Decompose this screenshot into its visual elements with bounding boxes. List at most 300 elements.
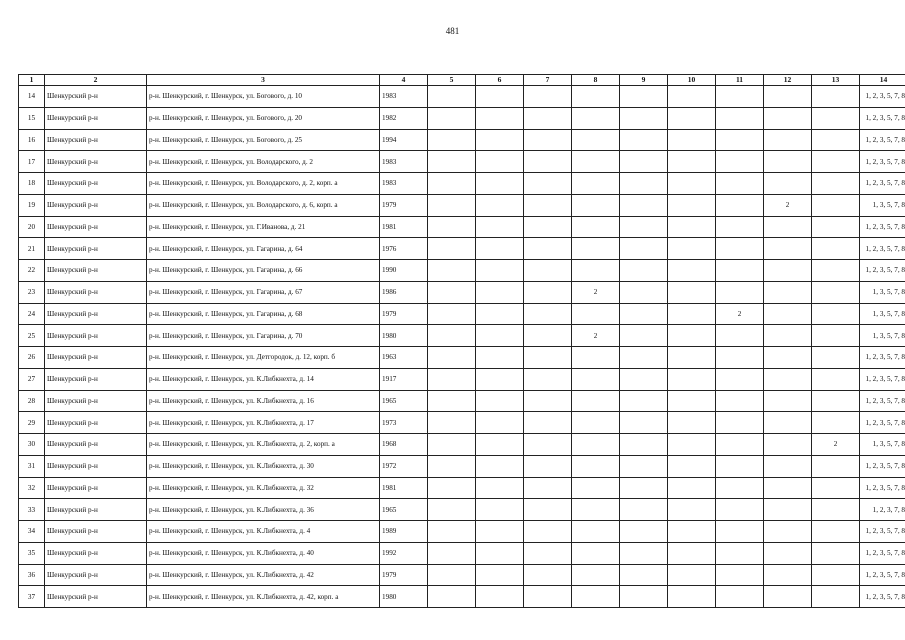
row-number-cell: 35 [19,542,45,564]
address-cell: р-н. Шенкурский, г. Шенкурск, ул. К.Либкнехта, д. 40 [147,542,380,564]
year-cell: 1992 [380,542,428,564]
value-cell-col-11 [716,412,764,434]
value-cell-col-11: 2 [716,303,764,325]
value-cell-col-11 [716,477,764,499]
value-cell-col-8 [572,586,620,608]
value-cell-col-6 [476,477,524,499]
value-cell-col-8 [572,499,620,521]
row-number-cell: 26 [19,347,45,369]
value-cell-col-8 [572,173,620,195]
value-cell-col-10 [668,542,716,564]
table-body [19,86,905,608]
value-cell-col-11 [716,390,764,412]
value-cell-col-9 [620,564,668,586]
value-cell-col-5 [428,303,476,325]
value-cell-col-12 [764,325,812,347]
value-cell-col-13 [812,455,860,477]
district-cell: Шенкурский р-н [45,303,147,325]
measures-cell: 1, 2, 3, 5, 7, 8 [860,107,905,129]
row-number-cell: 23 [19,281,45,303]
value-cell-col-12 [764,347,812,369]
value-cell-col-10 [668,412,716,434]
value-cell-col-12 [764,390,812,412]
value-cell-col-7 [524,303,572,325]
table-row [19,173,905,195]
value-cell-col-5 [428,107,476,129]
value-cell-col-7 [524,260,572,282]
value-cell-col-13: 2 [812,434,860,456]
value-cell-col-6 [476,303,524,325]
column-header-5: 5 [428,75,476,86]
value-cell-col-8 [572,347,620,369]
value-cell-col-6 [476,325,524,347]
value-cell-col-7 [524,586,572,608]
year-cell: 1983 [380,86,428,108]
address-cell: р-н. Шенкурский, г. Шенкурск, ул. К.Либкнехта, д. 36 [147,499,380,521]
address-cell: р-н. Шенкурский, г. Шенкурск, ул. К.Либкнехта, д. 42, корп. а [147,586,380,608]
value-cell-col-9 [620,129,668,151]
value-cell-col-6 [476,86,524,108]
column-header-2: 2 [45,75,147,86]
value-cell-col-11 [716,194,764,216]
value-cell-col-6 [476,390,524,412]
value-cell-col-9 [620,151,668,173]
measures-cell: 1, 2, 3, 5, 7, 8 [860,455,905,477]
value-cell-col-10 [668,173,716,195]
measures-cell: 1, 3, 5, 7, 8 [860,303,905,325]
value-cell-col-13 [812,499,860,521]
measures-cell: 1, 2, 3, 5, 7, 8 [860,216,905,238]
value-cell-col-9 [620,434,668,456]
year-cell: 1981 [380,477,428,499]
year-cell: 1979 [380,194,428,216]
value-cell-col-10 [668,260,716,282]
value-cell-col-6 [476,107,524,129]
column-header-3: 3 [147,75,380,86]
value-cell-col-8 [572,303,620,325]
address-cell: р-н. Шенкурский, г. Шенкурск, ул. Богового, д. 25 [147,129,380,151]
value-cell-col-12 [764,434,812,456]
value-cell-col-12 [764,86,812,108]
value-cell-col-12 [764,129,812,151]
value-cell-col-6 [476,347,524,369]
district-cell: Шенкурский р-н [45,412,147,434]
value-cell-col-5 [428,499,476,521]
row-number-cell: 31 [19,455,45,477]
row-number-cell: 25 [19,325,45,347]
value-cell-col-13 [812,586,860,608]
value-cell-col-5 [428,347,476,369]
value-cell-col-7 [524,194,572,216]
row-number-cell: 18 [19,173,45,195]
table-row [19,260,905,282]
row-number-cell: 29 [19,412,45,434]
value-cell-col-11 [716,521,764,543]
row-number-cell: 24 [19,303,45,325]
district-cell: Шенкурский р-н [45,216,147,238]
year-cell: 1979 [380,303,428,325]
value-cell-col-8 [572,151,620,173]
value-cell-col-10 [668,216,716,238]
district-cell: Шенкурский р-н [45,194,147,216]
value-cell-col-7 [524,107,572,129]
row-number-cell: 17 [19,151,45,173]
value-cell-col-12 [764,281,812,303]
value-cell-col-10 [668,586,716,608]
value-cell-col-13 [812,325,860,347]
measures-cell: 1, 2, 3, 5, 7, 8 [860,238,905,260]
value-cell-col-11 [716,173,764,195]
value-cell-col-8 [572,194,620,216]
column-header-14: 14 [860,75,905,86]
value-cell-col-10 [668,521,716,543]
value-cell-col-9 [620,216,668,238]
value-cell-col-9 [620,368,668,390]
value-cell-col-13 [812,368,860,390]
value-cell-col-5 [428,586,476,608]
value-cell-col-8 [572,412,620,434]
value-cell-col-10 [668,129,716,151]
row-number-cell: 32 [19,477,45,499]
district-cell: Шенкурский р-н [45,151,147,173]
value-cell-col-7 [524,564,572,586]
value-cell-col-6 [476,194,524,216]
district-cell: Шенкурский р-н [45,325,147,347]
value-cell-col-10 [668,238,716,260]
district-cell: Шенкурский р-н [45,499,147,521]
measures-cell: 1, 2, 3, 5, 7, 8 [860,129,905,151]
value-cell-col-7 [524,325,572,347]
value-cell-col-9 [620,390,668,412]
value-cell-col-10 [668,455,716,477]
value-cell-col-13 [812,412,860,434]
address-cell: р-н. Шенкурский, г. Шенкурск, ул. Володарского, д. 6, корп. а [147,194,380,216]
value-cell-col-8 [572,477,620,499]
measures-cell: 1, 2, 3, 5, 7, 8 [860,86,905,108]
measures-cell: 1, 2, 3, 5, 7, 8 [860,521,905,543]
row-number-cell: 21 [19,238,45,260]
address-cell: р-н. Шенкурский, г. Шенкурск, ул. Володарского, д. 2 [147,151,380,173]
table-row [19,412,905,434]
value-cell-col-8 [572,390,620,412]
value-cell-col-12 [764,216,812,238]
value-cell-col-7 [524,151,572,173]
value-cell-col-13 [812,173,860,195]
year-cell: 1963 [380,347,428,369]
value-cell-col-12 [764,260,812,282]
address-cell: р-н. Шенкурский, г. Шенкурск, ул. Гагарина, д. 64 [147,238,380,260]
district-cell: Шенкурский р-н [45,173,147,195]
address-cell: р-н. Шенкурский, г. Шенкурск, ул. Гагарина, д. 66 [147,260,380,282]
value-cell-col-5 [428,477,476,499]
district-cell: Шенкурский р-н [45,521,147,543]
value-cell-col-12 [764,107,812,129]
address-cell: р-н. Шенкурский, г. Шенкурск, ул. Гагарина, д. 68 [147,303,380,325]
value-cell-col-6 [476,586,524,608]
address-cell: р-н. Шенкурский, г. Шенкурск, ул. К.Либкнехта, д. 4 [147,521,380,543]
row-number-cell: 30 [19,434,45,456]
value-cell-col-13 [812,281,860,303]
column-header-12: 12 [764,75,812,86]
value-cell-col-11 [716,347,764,369]
value-cell-col-9 [620,521,668,543]
value-cell-col-13 [812,477,860,499]
value-cell-col-6 [476,368,524,390]
measures-cell: 1, 2, 3, 5, 7, 8 [860,368,905,390]
value-cell-col-13 [812,260,860,282]
row-number-cell: 27 [19,368,45,390]
address-cell: р-н. Шенкурский, г. Шенкурск, ул. Детгородок, д. 12, корп. б [147,347,380,369]
column-header-13: 13 [812,75,860,86]
measures-cell: 1, 3, 5, 7, 8 [860,194,905,216]
value-cell-col-8 [572,434,620,456]
value-cell-col-11 [716,216,764,238]
value-cell-col-5 [428,434,476,456]
value-cell-col-9 [620,477,668,499]
value-cell-col-12 [764,368,812,390]
value-cell-col-12 [764,521,812,543]
year-cell: 1986 [380,281,428,303]
district-cell: Шенкурский р-н [45,238,147,260]
value-cell-col-7 [524,521,572,543]
value-cell-col-12 [764,564,812,586]
value-cell-col-5 [428,412,476,434]
table-row [19,390,905,412]
value-cell-col-9 [620,325,668,347]
year-cell: 1983 [380,151,428,173]
table-row [19,455,905,477]
measures-cell: 1, 2, 3, 7, 8 [860,499,905,521]
value-cell-col-10 [668,303,716,325]
value-cell-col-12 [764,455,812,477]
value-cell-col-5 [428,455,476,477]
value-cell-col-7 [524,347,572,369]
value-cell-col-13 [812,238,860,260]
row-number-cell: 33 [19,499,45,521]
table-row [19,216,905,238]
value-cell-col-8 [572,564,620,586]
district-cell: Шенкурский р-н [45,542,147,564]
value-cell-col-6 [476,564,524,586]
year-cell: 1982 [380,107,428,129]
address-cell: р-н. Шенкурский, г. Шенкурск, ул. Володарского, д. 2, корп. а [147,173,380,195]
value-cell-col-7 [524,455,572,477]
row-number-cell: 14 [19,86,45,108]
value-cell-col-5 [428,86,476,108]
value-cell-col-7 [524,238,572,260]
value-cell-col-5 [428,325,476,347]
year-cell: 1976 [380,238,428,260]
table-row [19,564,905,586]
value-cell-col-7 [524,477,572,499]
table-row [19,477,905,499]
table-row [19,129,905,151]
table-row [19,499,905,521]
value-cell-col-5 [428,173,476,195]
column-header-6: 6 [476,75,524,86]
value-cell-col-11 [716,129,764,151]
year-cell: 1965 [380,390,428,412]
value-cell-col-12 [764,542,812,564]
value-cell-col-5 [428,368,476,390]
value-cell-col-8 [572,129,620,151]
value-cell-col-13 [812,542,860,564]
value-cell-col-10 [668,347,716,369]
table-row [19,542,905,564]
table-row [19,238,905,260]
value-cell-col-7 [524,368,572,390]
value-cell-col-11 [716,325,764,347]
value-cell-col-8 [572,216,620,238]
value-cell-col-6 [476,281,524,303]
row-number-cell: 22 [19,260,45,282]
value-cell-col-9 [620,586,668,608]
value-cell-col-10 [668,564,716,586]
value-cell-col-5 [428,390,476,412]
value-cell-col-9 [620,238,668,260]
value-cell-col-11 [716,281,764,303]
value-cell-col-13 [812,521,860,543]
value-cell-col-11 [716,499,764,521]
column-header-9: 9 [620,75,668,86]
value-cell-col-8 [572,455,620,477]
district-cell: Шенкурский р-н [45,564,147,586]
district-cell: Шенкурский р-н [45,390,147,412]
table-row [19,281,905,303]
value-cell-col-11 [716,586,764,608]
measures-cell: 1, 2, 3, 5, 7, 8 [860,542,905,564]
year-cell: 1917 [380,368,428,390]
district-cell: Шенкурский р-н [45,281,147,303]
value-cell-col-9 [620,107,668,129]
year-cell: 1981 [380,216,428,238]
value-cell-col-8 [572,368,620,390]
district-cell: Шенкурский р-н [45,477,147,499]
value-cell-col-5 [428,260,476,282]
address-cell: р-н. Шенкурский, г. Шенкурск, ул. Богового, д. 10 [147,86,380,108]
value-cell-col-13 [812,129,860,151]
address-cell: р-н. Шенкурский, г. Шенкурск, ул. К.Либкнехта, д. 32 [147,477,380,499]
table-row [19,303,905,325]
value-cell-col-11 [716,260,764,282]
table-row [19,194,905,216]
value-cell-col-13 [812,107,860,129]
value-cell-col-10 [668,325,716,347]
value-cell-col-13 [812,151,860,173]
value-cell-col-6 [476,216,524,238]
value-cell-col-7 [524,281,572,303]
value-cell-col-13 [812,347,860,369]
table-row [19,586,905,608]
value-cell-col-12 [764,238,812,260]
column-header-10: 10 [668,75,716,86]
value-cell-col-7 [524,129,572,151]
district-cell: Шенкурский р-н [45,260,147,282]
measures-cell: 1, 2, 3, 5, 7, 8 [860,151,905,173]
measures-cell: 1, 2, 3, 5, 7, 8 [860,347,905,369]
page-number: 481 [445,26,460,36]
district-cell: Шенкурский р-н [45,434,147,456]
address-cell: р-н. Шенкурский, г. Шенкурск, ул. Г.Иванова, д. 21 [147,216,380,238]
address-cell: р-н. Шенкурский, г. Шенкурск, ул. К.Либкнехта, д. 14 [147,368,380,390]
address-cell: р-н. Шенкурский, г. Шенкурск, ул. К.Либкнехта, д. 42 [147,564,380,586]
value-cell-col-6 [476,412,524,434]
value-cell-col-12 [764,477,812,499]
table-row [19,434,905,456]
value-cell-col-10 [668,194,716,216]
value-cell-col-8: 2 [572,325,620,347]
measures-cell: 1, 2, 3, 5, 7, 8 [860,173,905,195]
district-cell: Шенкурский р-н [45,586,147,608]
column-header-8: 8 [572,75,620,86]
value-cell-col-10 [668,86,716,108]
measures-cell: 1, 2, 3, 5, 7, 8 [860,390,905,412]
column-header-11: 11 [716,75,764,86]
table-row [19,521,905,543]
value-cell-col-12 [764,586,812,608]
measures-cell: 1, 3, 5, 7, 8 [860,434,905,456]
value-cell-col-9 [620,542,668,564]
value-cell-col-7 [524,86,572,108]
measures-cell: 1, 2, 3, 5, 7, 8 [860,477,905,499]
address-cell: р-н. Шенкурский, г. Шенкурск, ул. К.Либкнехта, д. 2, корп. а [147,434,380,456]
value-cell-col-13 [812,216,860,238]
value-cell-col-10 [668,390,716,412]
value-cell-col-11 [716,434,764,456]
value-cell-col-5 [428,521,476,543]
value-cell-col-6 [476,238,524,260]
value-cell-col-7 [524,412,572,434]
value-cell-col-9 [620,194,668,216]
value-cell-col-8 [572,521,620,543]
value-cell-col-11 [716,86,764,108]
district-cell: Шенкурский р-н [45,347,147,369]
year-cell: 1979 [380,564,428,586]
district-cell: Шенкурский р-н [45,129,147,151]
value-cell-col-10 [668,434,716,456]
value-cell-col-9 [620,173,668,195]
table-row [19,325,905,347]
value-cell-col-10 [668,499,716,521]
column-header-4: 4 [380,75,428,86]
year-cell: 1980 [380,325,428,347]
value-cell-col-10 [668,151,716,173]
value-cell-col-13 [812,564,860,586]
value-cell-col-5 [428,151,476,173]
address-cell: р-н. Шенкурский, г. Шенкурск, ул. К.Либкнехта, д. 16 [147,390,380,412]
value-cell-col-13 [812,390,860,412]
value-cell-col-11 [716,564,764,586]
value-cell-col-10 [668,281,716,303]
value-cell-col-11 [716,455,764,477]
address-cell: р-н. Шенкурский, г. Шенкурск, ул. Гагарина, д. 70 [147,325,380,347]
year-cell: 1968 [380,434,428,456]
value-cell-col-12: 2 [764,194,812,216]
value-cell-col-7 [524,173,572,195]
value-cell-col-12 [764,412,812,434]
address-cell: р-н. Шенкурский, г. Шенкурск, ул. Богового, д. 20 [147,107,380,129]
value-cell-col-6 [476,173,524,195]
year-cell: 1980 [380,586,428,608]
year-cell: 1994 [380,129,428,151]
value-cell-col-5 [428,238,476,260]
value-cell-col-12 [764,173,812,195]
value-cell-col-6 [476,455,524,477]
district-cell: Шенкурский р-н [45,86,147,108]
measures-cell: 1, 2, 3, 5, 7, 8 [860,586,905,608]
address-cell: р-н. Шенкурский, г. Шенкурск, ул. Гагарина, д. 67 [147,281,380,303]
value-cell-col-10 [668,477,716,499]
